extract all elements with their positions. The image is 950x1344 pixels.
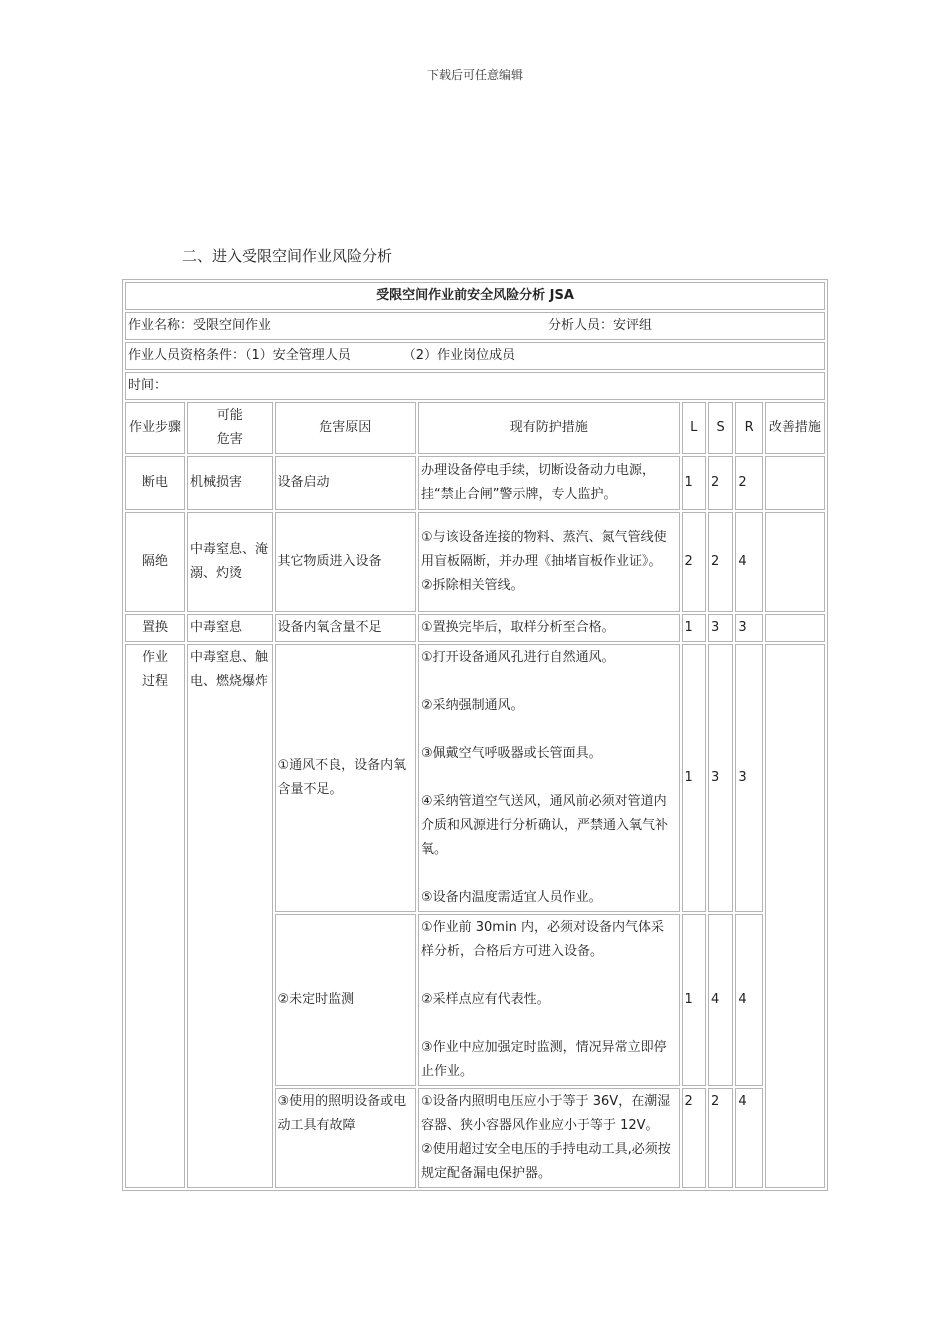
cell-r: 4 [735, 914, 762, 1086]
cell-measures: ①与该设备连接的物料、蒸汽、氮气管线使用盲板隔断，并办理《抽堵盲板作业证》。 ②拆除相关管线。 [418, 512, 680, 612]
table-row [125, 512, 825, 612]
qualification-2: （2）作业岗位成员 [402, 348, 516, 363]
cell-cause: ②未定时监测 [275, 914, 416, 1086]
cell-cause: ③使用的照明设备或电动工具有故障 [275, 1088, 416, 1188]
header-r: R [735, 402, 762, 454]
cell-measures: ①设备内照明电压应小于等于 36V，在潮湿容器、狭小容器风作业应小于等于 12V。 ②使用超过安全电压的手持电动工具,必须按规定配备漏电保护器。 [418, 1088, 680, 1188]
cell-hazard: 中毒窒息 [187, 614, 272, 642]
cell-improve [765, 614, 825, 642]
table-title: 受限空间作业前安全风险分析 JSA [125, 282, 825, 310]
cell-s: 2 [708, 456, 733, 510]
header-s: S [708, 402, 733, 454]
cell-l: 2 [682, 512, 706, 612]
cell-r: 2 [735, 456, 762, 510]
cell-step: 作业 过程 [125, 644, 185, 1188]
analyst: 分析人员：安评组 [548, 318, 653, 333]
cell-l: 1 [682, 614, 706, 642]
cell-r: 3 [735, 644, 762, 912]
cell-improve [765, 512, 825, 612]
cell-measures: ①置换完毕后，取样分析至合格。 [418, 614, 680, 642]
cell-cause: 设备内氧含量不足 [275, 614, 416, 642]
cell-cause: 设备启动 [275, 456, 416, 510]
header-step: 作业步骤 [125, 402, 185, 454]
cell-measures: ①打开设备通风孔进行自然通风。 ②采纳强制通风。 ③佩戴空气呼吸器或长管面具。 ④采纳管道空气送风，通风前必须对管道内介质和风源进行分析确认，严禁通入氧气补氧。 ⑤设备内温度需适宜人员作业。 [418, 644, 680, 912]
cell-step: 隔绝 [125, 512, 185, 612]
page-header: 下载后可任意编辑 [426, 68, 523, 82]
cell-l: 1 [682, 914, 706, 1086]
cell-r: 4 [735, 512, 762, 612]
header-hazard: 可能 危害 [187, 402, 272, 454]
table-row [125, 644, 825, 912]
info-row-job [125, 312, 825, 340]
cell-cause: 其它物质进入设备 [275, 512, 416, 612]
header-cause: 危害原因 [275, 402, 416, 454]
cell-s: 4 [708, 914, 733, 1086]
cell-step: 断电 [125, 456, 185, 510]
cell-step: 置换 [125, 614, 185, 642]
cell-s: 2 [708, 1088, 733, 1188]
cell-measures: ①作业前 30min 内，必须对设备内气体采样分析，合格后方可进入设备。 ②采样点应有代表性。 ③作业中应加强定时监测，情况异常立即停止作业。 [418, 914, 680, 1086]
qualification-1: （1）安全管理人员 [245, 348, 351, 363]
info-row-time: 时间： [125, 372, 825, 400]
cell-hazard: 机械损害 [187, 456, 272, 510]
cell-hazard: 中毒窒息、触电、燃烧爆炸 [187, 644, 272, 1188]
table-row [125, 456, 825, 510]
cell-hazard: 中毒窒息、淹溺、灼烫 [187, 512, 272, 612]
header-improve: 改善措施 [765, 402, 825, 454]
info-row-qualification [125, 342, 825, 370]
cell-l: 1 [682, 456, 706, 510]
header-row [125, 402, 825, 454]
cell-improve [765, 644, 825, 1188]
cell-r: 3 [735, 614, 762, 642]
cell-l: 2 [682, 1088, 706, 1188]
cell-improve [765, 456, 825, 510]
job-name: 作业名称：受限空间作业 [128, 318, 272, 333]
section-title: 二、进入受限空间作业风险分析 [182, 247, 393, 265]
cell-s: 3 [708, 644, 733, 912]
cell-l: 1 [682, 644, 706, 912]
header-measures: 现有防护措施 [418, 402, 680, 454]
qualification-label: 作业人员资格条件： [128, 348, 246, 363]
cell-s: 2 [708, 512, 733, 612]
header-l: L [682, 402, 706, 454]
cell-s: 3 [708, 614, 733, 642]
cell-cause: ①通风不良，设备内氧含量不足。 [275, 644, 416, 912]
table-row [125, 614, 825, 642]
jsa-table [122, 279, 828, 1191]
cell-measures: 办理设备停电手续，切断设备动力电源，挂“禁止合闸”警示牌，专人监护。 [418, 456, 680, 510]
cell-r: 4 [735, 1088, 762, 1188]
